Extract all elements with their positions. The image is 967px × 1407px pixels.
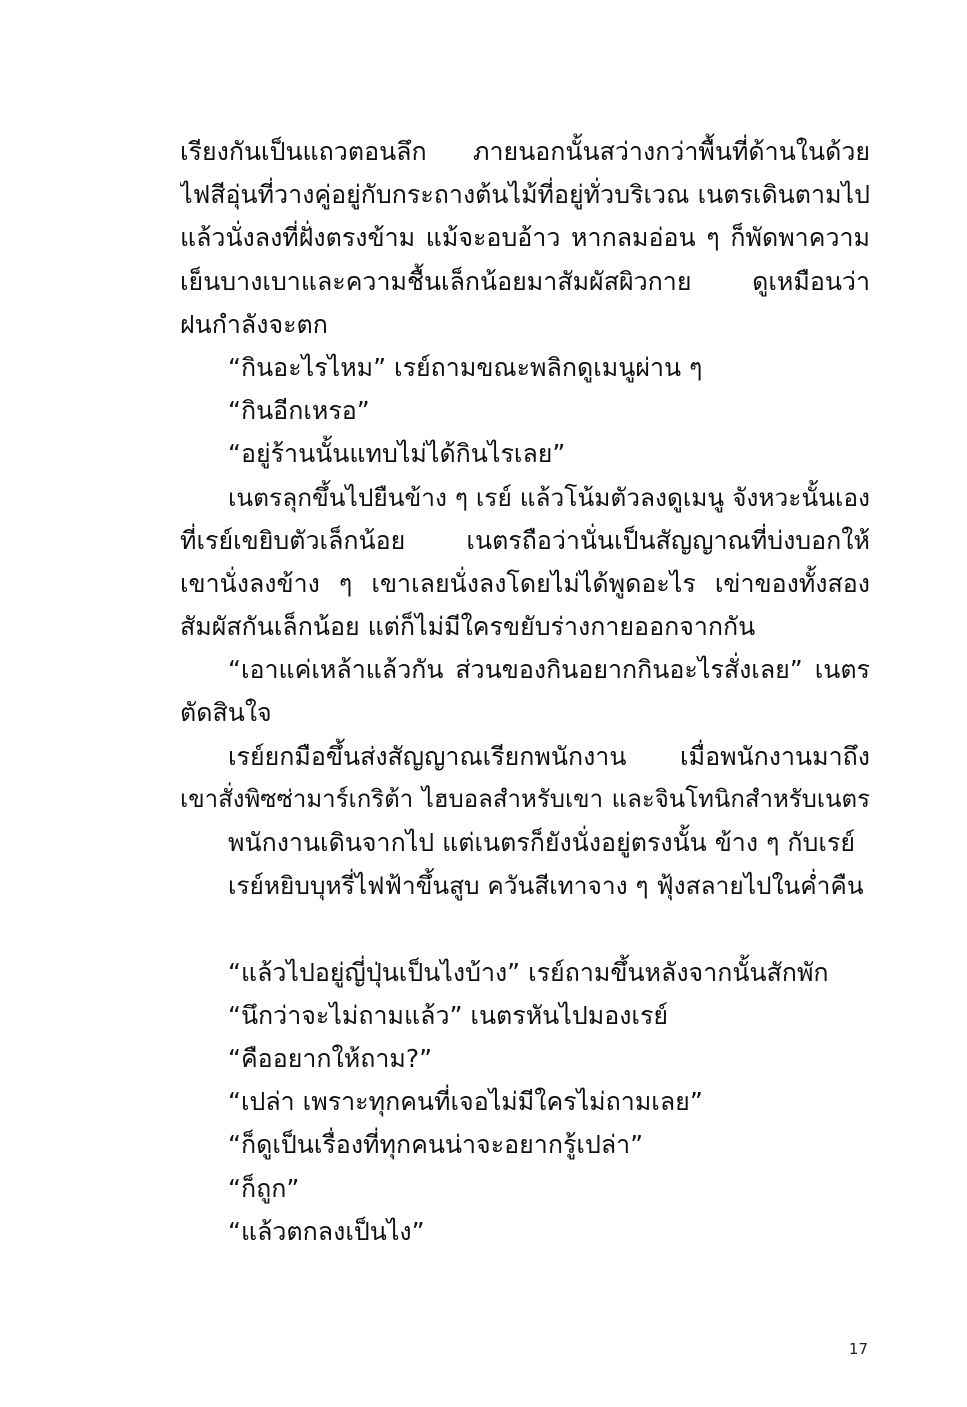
text-line: แล้วนั่งลงที่ฝั่งตรงข้าม แม้จะอบอ้าว หากลมอ่อน ๆ ก็พัดพาความ [180,223,870,253]
dialogue-line: “ก็ถูก” [228,1173,300,1203]
text-line: สัมผัสกันเล็กน้อย แต่ก็ไม่มีใครขยับร่างกายออกจากกัน [180,612,756,642]
paragraph-start-line: เรย์หยิบบุหรี่ไฟฟ้าขึ้นสูบ ควันสีเทาจาง ๆ ฟุ้งสลายไปในค่ำคืน [228,871,864,901]
paragraph-start-line: พนักงานเดินจากไป แต่เนตรก็ยังนั่งอยู่ตรงนั้น ข้าง ๆ กับเรย์ [228,828,856,857]
text-line: เย็นบางเบาและความชื้นเล็กน้อยมาสัมผัสผิวกาย ดูเหมือนว่า [180,266,870,296]
dialogue-line: “แล้วตกลงเป็นไง” [228,1216,425,1246]
dialogue-line: “กินอะไรไหม” เรย์ถามขณะพลิกดูเมนูผ่าน ๆ [228,352,703,382]
dialogue-line: “คืออยากให้ถาม?” [228,1043,433,1073]
text-line: เรียงกันเป็นแถวตอนลึก ภายนอกนั้นสว่างกว่าพื้นที่ด้านในด้วย [180,137,870,166]
text-line: ที่เรย์เขยิบตัวเล็กน้อย เนตรถือว่านั่นเป็นสัญญาณที่บ่งบอกให้ [180,525,870,555]
paragraph-start-line: เนตรลุกขึ้นไปยืนข้าง ๆ เรย์ แล้วโน้มตัวลงดูเมนู จังหวะนั้นเอง [228,482,870,512]
page-number: 17 [848,1340,868,1358]
text-line: เขาสั่งพิซซ่ามาร์เกริต้า ไฮบอลสำหรับเขา และจินโทนิกสำหรับเนตร [180,784,870,813]
dialogue-line: “ก็ดูเป็นเรื่องที่ทุกคนน่าจะอยากรู้เปล่า” [228,1130,644,1160]
body-text [180,130,870,1253]
text-line: ฝนกำลังจะตก [180,309,328,339]
text-line: ไฟสีอุ่นที่วางคู่อยู่กับกระถางต้นไม้ที่อยู่ทั่วบริเวณ เนตรเดินตามไป [180,180,870,210]
dialogue-line: “แล้วไปอยู่ญี่ปุ่นเป็นไงบ้าง” เรย์ถามขึ้นหลังจากนั้นสักพัก [228,957,829,987]
blank-line [180,907,870,950]
text-line: ตัดสินใจ [180,698,272,728]
dialogue-line: “อยู่ร้านนั้นแทบไม่ได้กินไรเลย” [228,439,566,469]
paragraph-start-line: เรย์ยกมือขึ้นส่งสัญญาณเรียกพนักงาน เมื่อพนักงานมาถึง [228,741,870,771]
dialogue-line: “นึกว่าจะไม่ถามแล้ว” เนตรหันไปมองเรย์ [228,1000,669,1030]
dialogue-line: “กินอีกเหรอ” [228,396,370,426]
dialogue-line: “เอาแค่เหล้าแล้วกัน ส่วนของกินอยากกินอะไรสั่งเลย” เนตร [228,655,870,685]
text-line: เขานั่งลงข้าง ๆ เขาเลยนั่งลงโดยไม่ได้พูดอะไร เข่าของทั้งสอง [180,568,870,598]
dialogue-line: “เปล่า เพราะทุกคนที่เจอไม่มีใครไม่ถามเลย” [228,1087,703,1117]
